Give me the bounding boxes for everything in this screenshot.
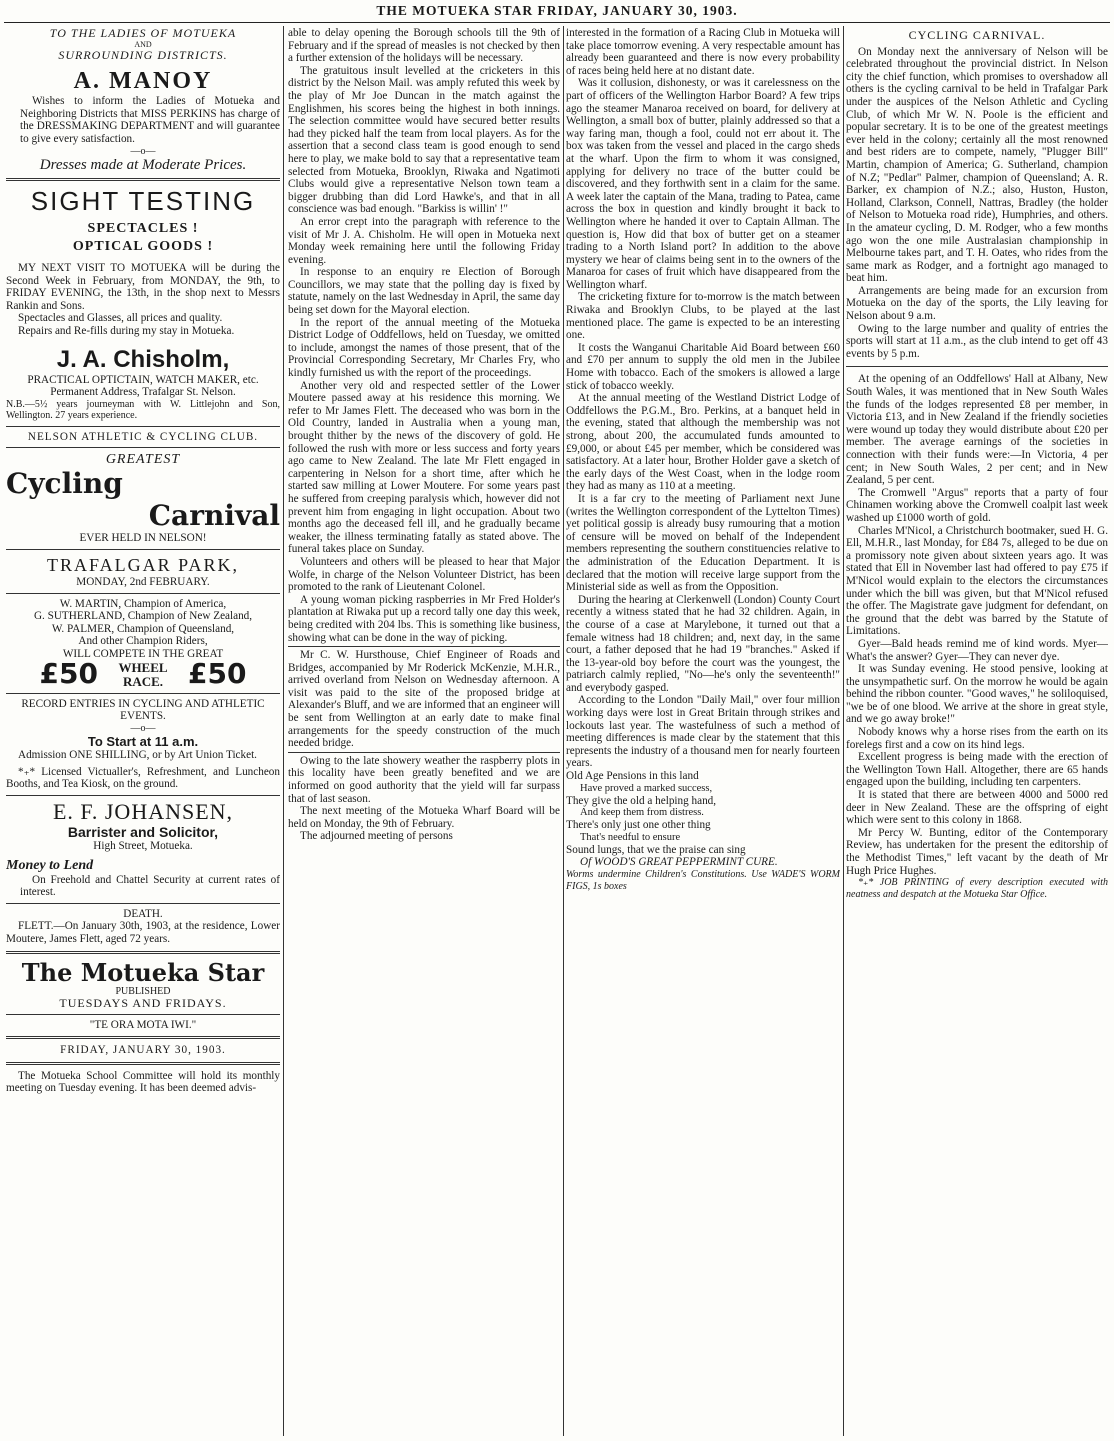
rider-line: W. MARTIN, Champion of America,	[59, 597, 227, 610]
optical-goods-line: OPTICAL GOODS !	[72, 239, 214, 255]
column-divider	[283, 26, 284, 1436]
monday-date: MONDAY, 2nd FEBRUARY.	[76, 576, 210, 588]
poem-line: That's needful to ensure	[580, 831, 681, 843]
separator	[6, 903, 280, 904]
paragraph: It is a far cry to the meeting of Parliament next June (writes the Wellington correspondent of the Lyttelton Times) yet political gossip is already busy rumouring that a motion of censure will be moved on behalf of the Independent members representing the southern constituencies relative to the administration of the Education Department. It is declared that the motion will receive large support from the Ministerial side as well as from the Opposition.	[566, 492, 840, 594]
paragraph: Was it collusion, dishonesty, or was it carelessness on the part of officers of the Wellington Harbor Board? A few trips ago the steamer Manaroa received on board, for delivery at Wellington, a small box of butter, plainly addressed so that a way faring man, though a fool, could not err about it. The box was taken from the vessel and placed in the cargo sheds at the wharf. Upon the firm to whom it was consigned, applying for delivery no trace of the butter could be discovered, and they forthwith sent in a claim for the same. A week later the captain of the Mana, trading to Patea, came across the box in question and kindly brought it back to Wellington where he handed it over to Captain Allman. The question is, How did that box of butter get on a steamer trading to a North Island port? In addition to the above mystery we hear of claims being sent in to the owners of the Manaroa for cases of fruit which have disappeared from the Wellington wharf.	[566, 77, 840, 291]
paragraph: In response to an enquiry re Election of Borough Councillors, we may state that the polling day is fixed by statute, namely on the last Wednesday in April, the same day being set down for the Mayoral election.	[288, 266, 560, 317]
manoy-mark: —o—	[130, 145, 156, 157]
separator	[6, 1036, 280, 1039]
paragraph: A young woman picking raspberries in Mr Fred Holder's plantation at Riwaka put up a record tally one day this week, being credited with 204 lbs. This is something like business, showing what can be done in the way of picking.	[288, 593, 560, 644]
manoy-name: A. MANOY	[73, 68, 213, 95]
column-local-news-1	[288, 27, 560, 1435]
chisholm-title: PRACTICAL OPTICTAIN, WATCH MAKER, etc.	[27, 373, 259, 386]
column-advertisements	[6, 27, 280, 1435]
star-title: The Motueka Star	[21, 957, 265, 987]
paragraph: During the hearing at Clerkenwell (London) County Court recently a witness stated that he had 32 children. Again, in the course of a case at Marylebone, it turned out that a female witness had 18 children; and, next day, in the same court, a father deposed that he had 19 "branches." Asked if the 13-year-old boy before the court was the youngest, the patriarch calmly replied, "No—he's only the seventeenth!" and everybody gasped.	[566, 593, 840, 694]
paragraph: The Cromwell "Argus" reports that a party of four Chinamen working above the Cromwell coalpit last week washed up £1000 worth of gold.	[846, 486, 1108, 524]
paragraph: The gratuitous insult levelled at the cricketers in this district by the Nelson Mail. was amply refuted this week by the play of Mr Joe Duncan in the match against the Englishmen, his scores being the highest in both innings. The selection committee would have secured better results had they picked half the team from local players. As for the assertion that a second class team is good enough to send here to play, we make bold to say that a representative team selected from Motueka, Brooklyn, Riwaka and Ngatimoti Clubs would give a representative Nelson town team a bigger drubbing than did Lord Hawke's, and that in all conscience was bad enough. "Barkiss is willin' !"	[288, 64, 560, 216]
poem-line: There's only just one other thing	[566, 819, 711, 832]
trafalgar-park: TRAFALGAR PARK,	[46, 555, 240, 575]
repairs-text: Repairs and Re-fills during my stay in Motueka.	[18, 325, 235, 338]
separator	[6, 693, 280, 694]
barrister-line: Barrister and Solicitor,	[67, 824, 219, 841]
paragraph: Charles M'Nicol, a Christchurch bootmaker, sued H. G. Ell, M.H.R., last Monday, for £84 7s, alleged to be due on a promissory note given about sixteen years ago. It was stated that Ell in November last had offered to pay £75 if M'Nicol would explain to the electors the circumstances under which the bill was given, but that M'Nicol refused the offer. The Magistrate gave judgment for defendant, on the ground that the debt was barred by the Statute of Limitations.	[846, 524, 1108, 638]
dresses-line: Dresses made at Moderate Prices.	[39, 157, 247, 174]
licensed-text: *₊* Licensed Victualler's, Refreshment, and Luncheon Booths, and Tea Kiosk, on the ground.	[6, 765, 280, 791]
paragraph: It is stated that there are between 4000 and 5000 red deer in New Zealand. These are the offspring of eight which were sent to this colony in 1868.	[846, 789, 1108, 827]
paragraph: An error crept into the paragraph with reference to the visit of Mr J. A. Chisholm. He will open in Motueka next Monday week remaining here until the following Friday evening.	[288, 215, 560, 266]
separator	[6, 426, 280, 427]
paragraph: Arrangements are being made for an excursion from Motueka on the day of the sports, the Lily leaving for Nelson about 9 a.m.	[846, 284, 1108, 323]
worms-ad: Worms undermine Children's Constitutions. Use WADE'S WORM FIGS, 1s boxes	[566, 869, 840, 892]
motto: "TE ORA MOTA IWI."	[89, 1018, 197, 1031]
separator	[288, 646, 560, 647]
spectacles-text: Spectacles and Glasses, all prices and quality.	[18, 312, 223, 325]
high-street: High Street, Motueka.	[93, 840, 193, 853]
admission-text: Admission ONE SHILLING, or by Art Union Ticket.	[18, 749, 257, 762]
poem-line: Have proved a marked success,	[580, 782, 713, 794]
separator	[6, 1062, 280, 1065]
paragraph: On Monday next the anniversary of Nelson will be celebrated throughout the provincial district. In Nelson city the chief function, which promises to overshadow all others is the cycling carnival to be held in Trafalgar Park under the auspices of the Nelson Athletic and Cycling Club, of which Mr W. N. Poole is the efficient and popular secretary. It is to be one of the greatest meetings ever held in the colony; certainly all the most renowned and best riders are to compete, namely, "Plugger Bill" Martin, champion of America; G. Sutherland, champion of N.Z; "Pedlar" Palmer, champion of Queensland; A. R. Barker, ex champion of N.Z.; also, Huston, Huston, Holland, Clarkson, Connell, Nattras, Bradley (the holder of Nelson to Motueka road ride), Humphries, and others. In the amateur cycling, D. M. Rodger, who a few months ago won the one mile Australasian championship in Melbourne takes part, and T. H. Oates, who rides from the same mark as Rodger, and a fortnight ago managed to beat him.	[846, 45, 1108, 285]
paragraph: Gyer—Bald heads remind me of kind words. Myer—What's the answer? Gyer—They can never dye.	[846, 637, 1108, 663]
prize-amount-left: £50	[39, 657, 98, 691]
paragraph: interested in the formation of a Racing Club in Motueka will take place tomorrow evening. A very respectable amount has already been guaranteed and there is now every probability of races being held here at no distant date.	[566, 27, 840, 77]
money-to-lend: Money to Lend	[6, 857, 94, 873]
paragraph: Owing to the late showery weather the raspberry plots in this locality have been greatly benefited and we are informed on good authority that the yield will far surpass that of last season.	[288, 754, 560, 805]
paragraph: In the report of the annual meeting of the Motueka District Lodge of Oddfellows, held on Tuesday, we omitted to include, amongst the names of those present, that of the Provincial Corresponding Secretary, Mr Charles Fry, who kindly furnished us with the report of the proceedings.	[288, 316, 560, 380]
paragraph: Excellent progress is being made with the erection of the Wellington Town Hall. Altogether, there are 65 hands engaged upon the building, including ten carpenters.	[846, 751, 1108, 789]
record-entries: RECORD ENTRIES IN CYCLING AND ATHLETIC EVENTS.	[21, 697, 265, 723]
separator	[6, 549, 280, 550]
poem-line: And keep them from distress.	[580, 807, 704, 819]
rider-line: And other Champion Riders,	[78, 635, 208, 648]
death-notice: FLETT.—On January 30th, 1903, at the residence, Lower Moutere, James Flett, aged 72 years.	[6, 920, 280, 945]
separator	[6, 178, 280, 181]
job-printing-ad: *₊* JOB PRINTING of every description executed with neatness and despatch at the Motueka Star Office.	[846, 877, 1108, 900]
poem-line: Old Age Pensions in this land	[566, 770, 699, 783]
compete-line: WILL COMPETE IN THE GREAT	[62, 647, 224, 660]
carnival-line: Carnival	[148, 499, 280, 533]
cycling-line: Cycling	[6, 467, 123, 501]
separator	[846, 366, 1108, 367]
sight-testing-title: SIGHT TESTING	[30, 186, 256, 217]
school-committee-text: The Motueka School Committee will hold its monthly meeting on Tuesday evening. It has been deemed advis-	[6, 1069, 280, 1095]
paragraph: It costs the Wanganui Charitable Aid Board between £60 and £70 per annum to supply the old men in the Jubilee Home with tobacco. Each of the smokers is allowed a large stick of tobacco weekly.	[566, 341, 840, 392]
wheel-race-label: WHEEL RACE.	[118, 659, 168, 689]
ladies-heading: TO THE LADIES OF MOTUEKA	[49, 27, 237, 40]
paragraph: Mr C. W. Hursthouse, Chief Engineer of Roads and Bridges, accompanied by Mr Roderick McKenzie, M.H.R., arrived overland from Nelson on Wednesday afternoon. A visit was paid to the site of the proposed bridge at Alexander's Bluff, and we are informed that an engineer will be sent from Wellington at an early date to make final arrangements for the speedy construction of the much needed bridge.	[288, 649, 560, 750]
visit-text: MY NEXT VISIT TO MOTUEKA will be during the Second Week in February, from MONDAY, the 9th, to FRIDAY EVENING, the 13th, in the shop next to Messrs Rankin and Sons.	[6, 262, 280, 312]
paragraph: At the annual meeting of the Westland District Lodge of Oddfellows the P.G.M., Bro. Perkins, at a banquet held in the evening, stated that although the membership was not strong, about 200, the accumulated funds amounted to £9,000, or about £45 per member, which be considered was satisfactory. At a later hour, Brother Holder gave a sketch of the early days of the West Coast, when in the lodge room they had as many as 110 at a meeting.	[566, 392, 840, 493]
column-divider	[843, 26, 844, 1436]
mark: —o—	[130, 722, 156, 734]
ever-held-line: EVER HELD IN NELSON!	[79, 532, 207, 545]
chisholm-nb: N.B.—5½ years journeyman with W. Littlejohn and Son, Wellington. 27 years experience.	[6, 398, 280, 422]
tuesdays-fridays: TUESDAYS AND FRIDAYS.	[59, 996, 227, 1011]
published-label: PUBLISHED	[115, 985, 171, 997]
paragraph: Nobody knows why a horse rises from the earth on its forelegs first and a cow on its hind legs.	[846, 726, 1108, 751]
rider-line: G. SUTHERLAND, Champion of New Zealand,	[33, 610, 253, 623]
start-time: To Start at 11 a.m.	[87, 734, 199, 750]
freehold-text: On Freehold and Chattel Security at current rates of interest.	[20, 873, 280, 899]
column-local-news-2	[566, 27, 840, 1435]
johansen-name: E. F. JOHANSEN,	[52, 799, 234, 825]
paragraph: Mr Percy W. Bunting, editor of the Contemporary Review, has undertaken for the present the editorship of the Methodist Times," left vacant by the death of Mr Hugh Price Hughes.	[846, 826, 1108, 877]
masthead: THE MOTUEKA STAR FRIDAY, JANUARY 30, 1903.	[376, 3, 738, 18]
ladies-and: AND	[134, 39, 152, 49]
manoy-text: Wishes to inform the Ladies of Motueka and Neighboring Districts that MISS PERKINS has charge of the DRESSMAKING DEPARTMENT and will guarantee to give every satisfaction.	[20, 95, 280, 145]
paragraph: It was Sunday evening. He stood pensive, looking at the unsympathetic surf. On the morrow he would be again behind the ribbon counter. "Good waves," he soliloquised, "we be of one blood. We arrive at the shore in great style, and we go away broke!"	[846, 663, 1108, 726]
issue-date: FRIDAY, JANUARY 30, 1903.	[60, 1044, 226, 1057]
paragraph: Volunteers and others will be pleased to hear that Major Wolfe, in charge of the Nelson Volunteer District, has been promoted to the rank of Lieutenant Colonel.	[288, 555, 560, 594]
chisholm-address: Permanent Address, Trafalgar St. Nelson.	[50, 386, 236, 399]
paragraph: According to the London "Daily Mail," over four million working days were lost in Great Britain through strikes and lockouts last year. The wastefulness of such a method of meeting differences is made clear by the statement that this represents the industry of a thousand men for nearly fourteen years.	[566, 694, 840, 770]
column-divider	[563, 26, 564, 1436]
paragraph: Owing to the large number and quality of entries the sports will start at 11 a.m., as the club intend to get off 43 events by 5 p.m.	[846, 322, 1108, 360]
spectacles-line: SPECTACLES !	[87, 221, 199, 237]
paragraph: The cricketing fixture for to-morrow is the match between Riwaka and Brooklyn Clubs, to be played at the last mentioned place. The game is expected to be an interesting one.	[566, 291, 840, 342]
ladies-subheading: SURROUNDING DISTRICTS.	[58, 47, 228, 62]
paragraph: able to delay opening the Borough schools till the 9th of February and if the spread of measles is not checked by then a further extension of the holidays will be necessary.	[288, 27, 560, 65]
column-cycling-carnival	[846, 27, 1108, 1435]
prize-amount-right: £50	[188, 657, 247, 691]
poem-line: They give the old a helping hand,	[566, 794, 717, 807]
rider-line: W. PALMER, Champion of Queensland,	[51, 622, 235, 635]
paragraph: Another very old and respected settler of the Lower Moutere passed away at his residence this morning. We refer to Mr James Flett. The deceased who was born in the Old Country, landed in Australia when a young man, brought thither by the news of the discovery of gold. He followed the rush with more or less success and forty years ago came to New Zealand. The late Mr Flett engaged in carpentering in Nelson for a short time, after which he started saw milling at Lower Moutere. For some years past he suffered from creeping paralysis which, however did not prevent him from engaging in light occupation. About two months ago the deceased fell ill, and he gradually became weaker, the illness terminating fatally as stated above. The funeral takes place on Sunday.	[288, 379, 560, 556]
poem-line: Sound lungs, that we the praise can sing	[566, 843, 746, 856]
separator	[6, 1014, 280, 1015]
nelson-club-heading: NELSON ATHLETIC & CYCLING CLUB.	[27, 430, 259, 443]
paragraph: At the opening of an Oddfellows' Hall at Albany, New South Wales, it was mentioned that in New South Wales the funds of the lodges represented £8 per member, in Victoria £13, and in New Zealand if the friendly societies were wound up today they would distribute about £20 per member. The average earnings of the societies in connection with their funds were:—In Victoria, 4 per cent; in New South Wales, 2 per cent; and in New Zealand, 5 per cent.	[846, 373, 1108, 487]
poem-line: Of WOOD'S GREAT PEPPERMINT CURE.	[580, 856, 778, 869]
separator	[6, 795, 280, 796]
greatest-line: GREATEST	[105, 452, 181, 468]
paragraph: The adjourned meeting of persons	[300, 830, 453, 843]
separator	[6, 593, 280, 594]
cycling-carnival-heading: CYCLING CARNIVAL.	[908, 28, 1046, 42]
masthead-rule	[4, 22, 1110, 23]
paragraph: The next meeting of the Motueka Wharf Board will be held on Monday, the 9th of February.	[288, 805, 560, 830]
chisholm-name: J. A. Chisholm,	[56, 345, 230, 373]
separator	[288, 752, 560, 753]
separator	[6, 447, 280, 448]
death-heading: DEATH.	[123, 907, 163, 920]
prize-banner	[6, 657, 280, 691]
separator	[6, 951, 280, 954]
